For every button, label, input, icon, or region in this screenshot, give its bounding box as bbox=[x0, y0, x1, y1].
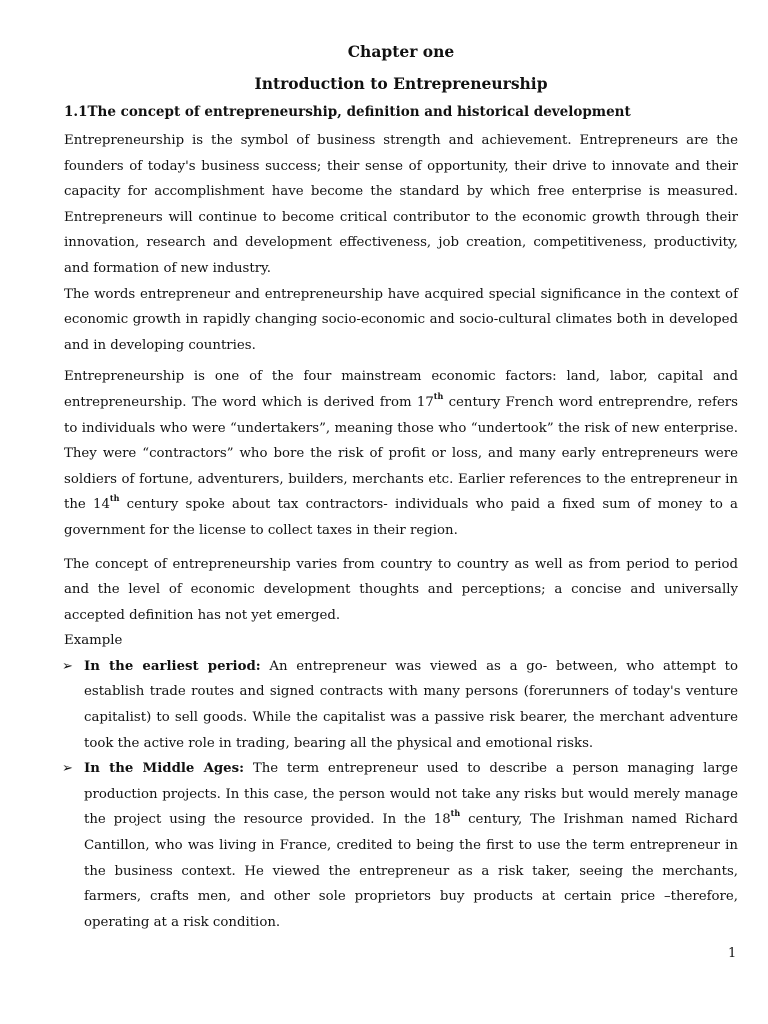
paragraph-1: Entrepreneurship is the symbol of business strength and achievement. Entrepreneurs are the founders of today's business success; their sense of opportunity, their drive to innovate and their capacity for accomplishment have become the standard by which free enterprise is measured. Entrepreneurs will continue to become critical contributor to the economic growth through their innovation, research and development effectiveness, job creation, competitiveness, productivity, and formation of new industry. bbox=[64, 133, 738, 276]
chapter-title: Introduction to Entrepreneurship bbox=[254, 74, 548, 93]
paragraph-3-part-c: century spoke about tax contractors- individuals who paid a fixed sum of money to a government for the license to collect taxes in their region. bbox=[64, 497, 738, 538]
arrow-bullet-icon: ➢ bbox=[62, 761, 73, 777]
superscript-th: th bbox=[450, 808, 461, 819]
bullet-list bbox=[64, 654, 738, 936]
bullet-text-part-b: century, The Irishman named Richard Cantillon, who was living in France, credited to being the first to use the term entrepreneur in the business context. He viewed the entrepreneur as a risk taker, seeing the merchants, farmers, crafts men, and other sole proprietors buy products at certain price –therefore, operating at a risk condition. bbox=[84, 812, 738, 930]
page-number: 1 bbox=[728, 946, 737, 961]
list-item bbox=[64, 756, 738, 935]
arrow-bullet-icon: ➢ bbox=[62, 658, 73, 674]
section-number: 1.1 bbox=[64, 104, 88, 120]
list-item bbox=[64, 654, 738, 756]
bullet-title: In the Middle Ages: bbox=[84, 761, 245, 777]
section-heading bbox=[64, 104, 631, 120]
section-heading-text: The concept of entrepreneurship, definition and historical development bbox=[87, 104, 631, 120]
superscript-th: th bbox=[433, 390, 444, 401]
bullet-text: An entrepreneur was viewed as a go- between, who attempt to establish trade routes and signed contracts with many persons (forerunners of today's venture capitalist) to sell goods. While the capitalist was a passive risk bearer, the merchant adventure took the active role in trading, bearing all the physical and emotional risks. bbox=[84, 658, 738, 751]
chapter-label: Chapter one bbox=[347, 42, 455, 61]
paragraph-4: The concept of entrepreneurship varies from country to country as well as from period to period and the level of economic development thoughts and perceptions; a concise and universally accepted definition has not yet emerged. bbox=[64, 556, 738, 623]
paragraph-2: The words entrepreneur and entrepreneurship have acquired special significance in the context of economic growth in rapidly changing socio-economic and socio-cultural climates both in developed and in developing countries. bbox=[64, 286, 738, 353]
paragraph-3 bbox=[64, 364, 738, 543]
bullet-colon: : bbox=[255, 658, 261, 674]
bullet-title: In the earliest period bbox=[84, 658, 256, 674]
paragraph-3-part-a: Entrepreneurship is one of the four mainstream economic factors: land, labor, capital and entrepreneurship. The word which is derived from 17 bbox=[64, 369, 738, 410]
paragraph-3-part-b: century French word entreprendre, refers to individuals who were “undertakers”, meaning those who “undertook” the risk of new enterprise. They were “contractors” who bore the risk of profit or loss, and many early entrepreneurs were soldiers of fortune, adventurers, builders, merchants etc. Earlier references to the entrepreneur in the 14 bbox=[64, 394, 738, 513]
body-text bbox=[64, 128, 738, 935]
bullet-text-part-a: The term entrepreneur used to describe a person managing large production projects. In this case, the person would not take any risks but would merely manage the project using the resource provided. In the 18 bbox=[84, 761, 738, 828]
example-label: Example bbox=[64, 633, 123, 649]
superscript-th: th bbox=[109, 493, 120, 504]
